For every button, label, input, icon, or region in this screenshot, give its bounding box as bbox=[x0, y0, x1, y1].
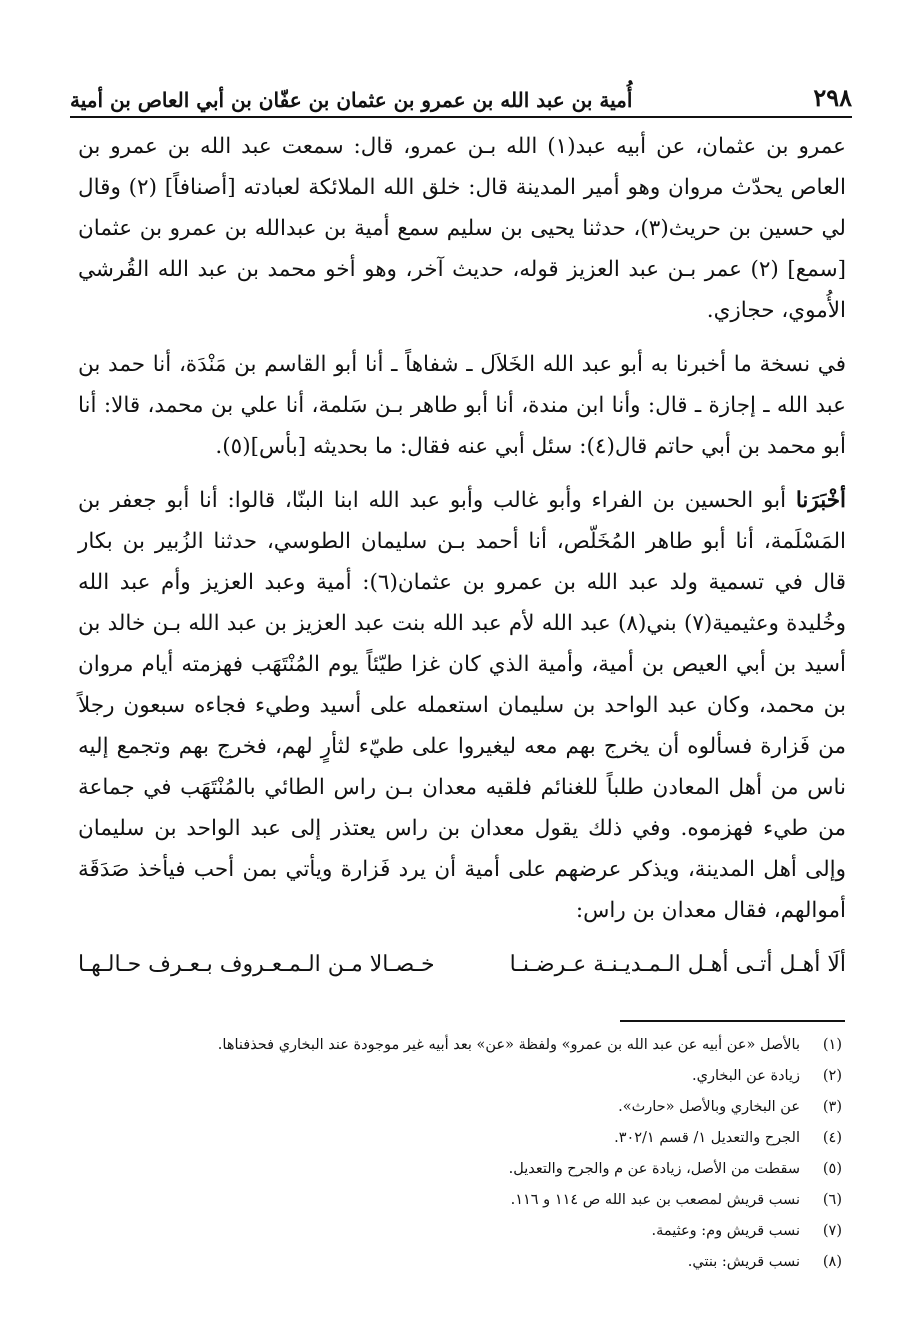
footnote-text: الجرح والتعديل ١/ قسم ٣٠٢/١. bbox=[614, 1130, 800, 1146]
paragraph bbox=[78, 344, 846, 467]
paragraph-text: عمرو بن عثمان، عن أبيه عبد(١) الله بـن عمرو، قال: سمعت عبد الله بن عمرو بن العاص يحدّث مروان وهو أمير المدينة قال: خلق الله الملائكة لعبادته [أصنافاً] (٢) وقال لي حسين بن حريث(٣)، حدثنا يحيى بن سليم سمع أمية بن عبدالله بن عمرو بن عثمان [سمع] (٢) عمر بـن عبد العزيز قوله، حديث آخر، وهو أخو محمد بن عبد الله القُرشي الأُموي، حجازي. bbox=[78, 134, 847, 323]
page-number: ٢٩٨ bbox=[813, 83, 852, 112]
running-title: أُمية بن عبد الله بن عمرو بن عثمان بن عفّان بن أبي العاص بن أمية bbox=[70, 88, 633, 112]
poem-hemistich-second: خـصـالا مـن الـمـعـروف بـعـرف حـالـهـا bbox=[78, 952, 435, 977]
footnote bbox=[90, 1185, 842, 1216]
footnote bbox=[90, 1092, 842, 1123]
footnote-number: (٣) bbox=[822, 1099, 842, 1115]
footnote bbox=[90, 1216, 842, 1247]
footnote-text: سقطت من الأصل، زيادة عن م والجرح والتعديل. bbox=[508, 1161, 800, 1177]
running-header bbox=[70, 60, 852, 118]
footnote-text: عن البخاري وبالأصل «حارث». bbox=[618, 1099, 800, 1115]
paragraph-lead-word: أخْبَرَنا bbox=[795, 488, 846, 513]
paragraph bbox=[78, 126, 846, 331]
footnote-text: نسب قريش: بنتي. bbox=[687, 1254, 800, 1270]
footnote-divider bbox=[620, 1020, 845, 1022]
footnote-number: (٢) bbox=[822, 1068, 842, 1084]
footnote-text: زيادة عن البخاري. bbox=[692, 1068, 800, 1084]
footnote-number: (٧) bbox=[822, 1223, 842, 1239]
poem-verse bbox=[78, 944, 846, 985]
footnote-number: (٦) bbox=[822, 1192, 842, 1208]
footnote bbox=[90, 1030, 842, 1061]
footnotes bbox=[90, 1030, 842, 1278]
footnote-number: (١) bbox=[822, 1037, 842, 1053]
footnote-text: نسب قريش لمصعب بن عبد الله ص ١١٤ و ١١٦. bbox=[510, 1192, 800, 1208]
footnote bbox=[90, 1061, 842, 1092]
main-text bbox=[78, 126, 846, 985]
paragraph-text: في نسخة ما أخبرنا به أبو عبد الله الخَلاَل ـ شفاهاً ـ أنا أبو القاسم بن مَنْدَة، أنا حمد بن عبد الله ـ إجازة ـ قال: وأنا ابن مندة، أنا أبو طاهر بـن سَلمة، أنا علي بن محمد، قالا: أنا أبو محمد بن أبي حاتم قال(٤): سئل أبي عنه فقال: ما بحديثه [بأس](٥). bbox=[78, 352, 846, 459]
footnote-text: نسب قريش وم: وعثيمة. bbox=[651, 1223, 800, 1239]
paragraph bbox=[78, 480, 846, 931]
paragraph-text: أبو الحسين بن الفراء وأبو غالب وأبو عبد الله ابنا البنّا، قالوا: أنا أبو جعفر بن المَسْلَمة، أنا أبو طاهر المُخَلّص، أنا أحمد بـن سليمان الطوسي، حدثنا الزُبير بن بكار قال في تسمية ولد عبد الله بن عمرو بن عثمان(٦): أمية وعبد العزيز وأم عبد الله وخُليدة وعثيمية(٧) بني(٨) عبد الله لأم عبد الله بنت عبد العزيز بن عبد الله بـن خالد بن أسيد بن أبي العيص بن أمية، وأمية الذي كان غزا طيّئاً يوم المُنْتَهَب فهزمته أيام مروان بن محمد، وكان عبد الواحد بن سليمان استعمله على أسيد وطيء فجاءه سبعون رجلاً من فَزارة فسألوه أن يخرج بهم معه ليغيروا على طيّء لثأرٍ لهم، فخرج بهم وتجمع إليه ناس من أهل المعادن طلباً للغنائم فلقيه معدان بـن راس الطائي بالمُنْتَهَب في جماعة من طيء فهزموه. وفي ذلك يقول معدان بن راس يعتذر إلى عبد الواحد بن سليمان وإلى أهل المدينة، ويذكر عرضهم على أمية أن يرد فَزارة ويأتي بمن أحب فيأخذ صَدَقَة أموالهم، فقال معدان بن راس: bbox=[78, 488, 846, 923]
footnote bbox=[90, 1123, 842, 1154]
footnote bbox=[90, 1247, 842, 1278]
footnote-number: (٨) bbox=[822, 1254, 842, 1270]
footnote-text: بالأصل «عن أبيه عن عبد الله بن عمرو» ولفظة «عن» بعد أبيه غير موجودة عند البخاري فحذفناها. bbox=[217, 1037, 800, 1053]
poem-hemistich-first: ألَا أهـل أتـى أهـل الـمـديـنـة عـرضـنـا bbox=[509, 952, 846, 977]
footnote-number: (٤) bbox=[822, 1130, 842, 1146]
footnote-number: (٥) bbox=[822, 1161, 842, 1177]
footnote bbox=[90, 1154, 842, 1185]
